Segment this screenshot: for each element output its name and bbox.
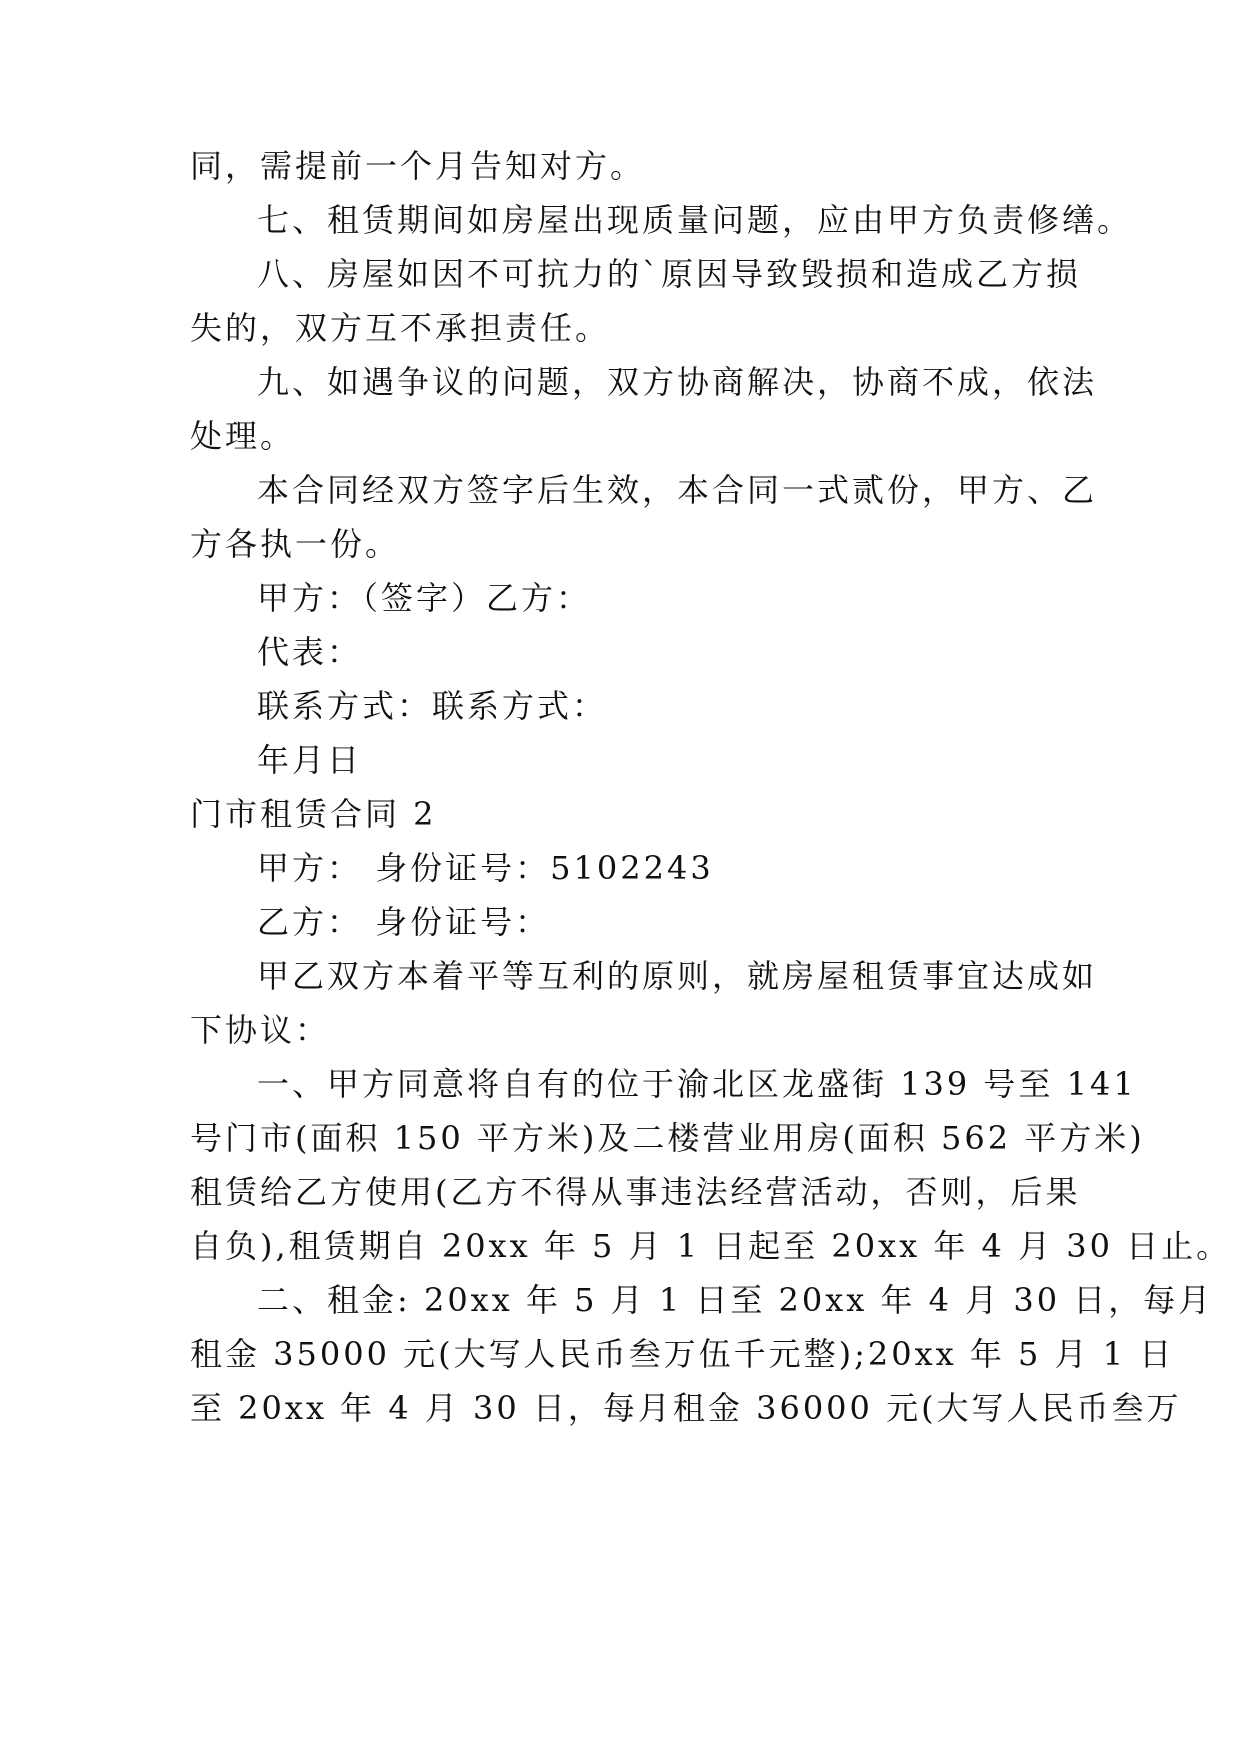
- text-line: 至 20xx 年 4 月 30 日，每月租金 36000 元(大写人民币叁万: [190, 1389, 1182, 1427]
- text-line: 八、房屋如因不可抗力的`原因导致毁损和造成乙方损: [257, 255, 1082, 293]
- party-a-line: 甲方： 身份证号：5102243: [257, 849, 714, 887]
- signature-line: 甲方：（签字）乙方：: [257, 579, 592, 617]
- party-b-line: 乙方： 身份证号：: [257, 903, 551, 941]
- text-line: 下协议：: [190, 1011, 331, 1049]
- contact-line: 联系方式：联系方式：: [257, 687, 608, 725]
- date-line: 年月日: [257, 741, 363, 779]
- text-line: 失的，双方互不承担责任。: [190, 309, 611, 347]
- text-line: 一、甲方同意将自有的位于渝北区龙盛街 139 号至 141: [257, 1065, 1137, 1103]
- text-line: 方各执一份。: [190, 525, 401, 563]
- text-line: 七、租赁期间如房屋出现质量问题，应由甲方负责修缮。: [257, 201, 1133, 239]
- text-line: 二、租金: 20xx 年 5 月 1 日至 20xx 年 4 月 30 日，每月: [257, 1281, 1214, 1319]
- text-line: 九、如遇争议的问题，双方协商解决，协商不成，依法: [257, 363, 1098, 401]
- text-line: 自负),租赁期自 20xx 年 5 月 1 日起至 20xx 年 4 月 30 日止。: [190, 1227, 1232, 1265]
- representative-line: 代表：: [257, 633, 363, 671]
- text-line: 号门市(面积 150 平方米)及二楼营业用房(面积 562 平方米): [190, 1119, 1145, 1157]
- text-line: 同，需提前一个月告知对方。: [190, 147, 646, 185]
- text-line: 处理。: [190, 417, 296, 455]
- text-line: 甲乙双方本着平等互利的原则，就房屋租赁事宜达成如: [257, 957, 1098, 995]
- text-line: 租赁给乙方使用(乙方不得从事违法经营活动，否则，后果: [190, 1173, 1081, 1211]
- section-title: 门市租赁合同 2: [190, 795, 437, 833]
- text-line: 租金 35000 元(大写人民币叁万伍千元整);20xx 年 5 月 1 日: [190, 1335, 1175, 1373]
- text-line: 本合同经双方签字后生效，本合同一式贰份，甲方、乙: [257, 471, 1098, 509]
